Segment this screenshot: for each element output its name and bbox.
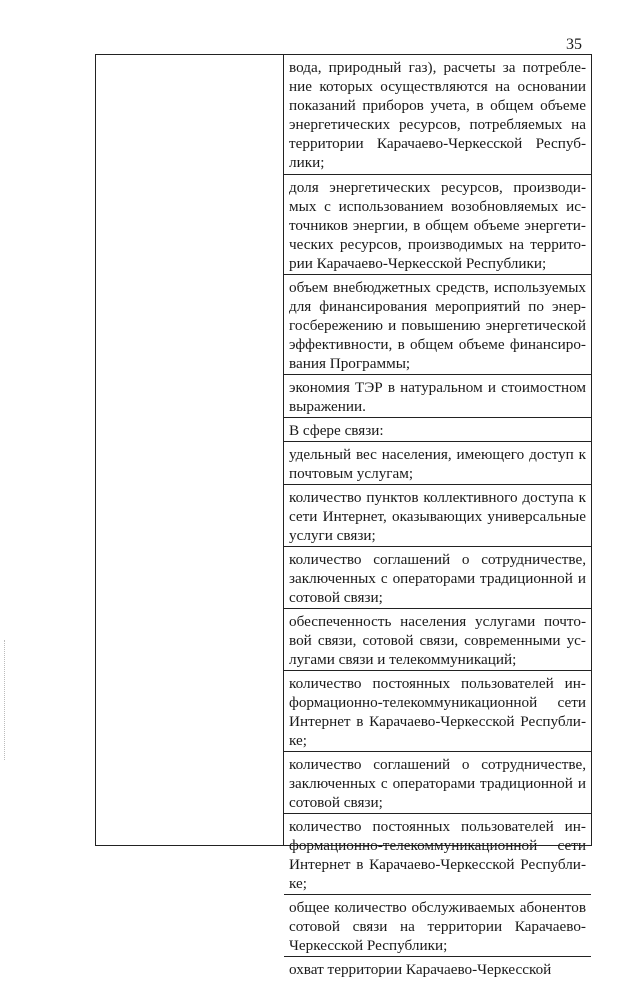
indicator-entry xyxy=(284,894,591,957)
indicator-entry xyxy=(284,751,591,814)
indicator-entry xyxy=(284,484,591,547)
indicator-text-line: эффективности, в общем объеме финансиро- xyxy=(289,336,586,353)
indicator-text-line: Интернет в Карачаево-Черкесской Республи- xyxy=(289,856,586,873)
indicator-text-line: охват территории Карачаево-Черкесской xyxy=(289,961,552,978)
indicator-entry xyxy=(284,546,591,609)
indicator-text-line: вой связи, сотовой связи, современными ус- xyxy=(289,632,586,649)
indicator-text-line: лугами связи и телекоммуникаций; xyxy=(289,651,517,668)
indicator-text-line: услуги связи; xyxy=(289,527,376,544)
binding-marks xyxy=(4,640,9,760)
indicator-text-line: ке; xyxy=(289,732,307,749)
indicator-entry xyxy=(284,670,591,752)
indicator-text-line: сотовой связи на территории Карачаево- xyxy=(289,918,586,935)
indicator-text-line: рии Карачаево-Черкесской Республики; xyxy=(289,255,547,272)
indicator-text-line: Интернет в Карачаево-Черкесской Республи- xyxy=(289,713,586,730)
indicator-text-line: энергетических ресурсов, потребляемых на xyxy=(289,116,586,133)
indicator-text-line: формационно-телекоммуникационной сети xyxy=(289,694,586,711)
indicator-text-line: объем внебюджетных средств, используемых xyxy=(289,279,586,296)
left-column-cell xyxy=(96,55,284,845)
indicator-text-line: сети Интернет, оказывающих универсальные xyxy=(289,508,586,525)
indicator-text-line: для финансирования мероприятий по энер- xyxy=(289,298,586,315)
indicator-text-line: территории Карачаево-Черкесской Респуб- xyxy=(289,135,586,152)
indicator-text-line: заключенных с операторами традиционной и xyxy=(289,775,586,792)
indicator-text-line: мых с использованием возобновляемых ис- xyxy=(289,198,586,215)
indicator-entry xyxy=(284,441,591,485)
indicator-entry xyxy=(284,274,591,375)
indicators-table xyxy=(95,54,592,978)
indicator-text-line: показаний приборов учета, в общем объеме xyxy=(289,97,586,114)
indicator-text-line: госбережению и повышению энергетической xyxy=(289,317,586,334)
indicator-text-line: количество соглашений о сотрудничестве, xyxy=(289,551,586,568)
indicator-text-line: выражении. xyxy=(289,398,366,415)
indicator-entry xyxy=(284,174,591,275)
indicator-text-line: ние которых осуществляются на основании xyxy=(289,78,586,95)
indicator-text-line: почтовым услугам; xyxy=(289,465,414,482)
indicator-text-line: сотовой связи; xyxy=(289,589,383,606)
indicator-text-line: доля энергетических ресурсов, производи- xyxy=(289,179,586,196)
indicator-text-line: общее количество обслуживаемых абонентов xyxy=(289,899,586,916)
indicator-text-line: формационно-телекоммуникационной сети xyxy=(289,837,586,854)
indicator-entry xyxy=(284,55,591,174)
indicator-text-line: Черкесской Республики; xyxy=(289,937,448,954)
indicator-entry xyxy=(284,813,591,895)
indicator-text-line: количество пунктов коллективного доступа к xyxy=(289,489,586,506)
indicator-text-line: вода, природный газ), расчеты за потребле- xyxy=(289,59,586,76)
indicator-text-line: В сфере связи: xyxy=(289,422,384,439)
indicator-entry xyxy=(284,956,591,981)
indicator-entry xyxy=(284,608,591,671)
indicator-entry xyxy=(284,374,591,418)
indicator-text-line: лики; xyxy=(289,154,325,171)
indicator-text-line: количество соглашений о сотрудничестве, xyxy=(289,756,586,773)
indicator-text-line: ческих ресурсов, производимых на террито- xyxy=(289,236,586,253)
indicator-text-line: количество постоянных пользователей ин- xyxy=(289,675,586,692)
indicator-entry xyxy=(284,417,591,442)
indicator-text-line: сотовой связи; xyxy=(289,794,383,811)
indicator-text-line: ке; xyxy=(289,875,307,892)
page-number: 35 xyxy=(566,36,582,53)
indicator-text-line: количество постоянных пользователей ин- xyxy=(289,818,586,835)
indicator-text-line: экономия ТЭР в натуральном и стоимостном xyxy=(289,379,586,396)
indicator-text-line: обеспеченность населения услугами почто- xyxy=(289,613,586,630)
indicator-text-line: точников энергии, в общем объеме энергети- xyxy=(289,217,586,234)
indicator-text-line: вания Программы; xyxy=(289,355,411,372)
indicators-column xyxy=(284,55,591,978)
indicator-text-line: удельный вес населения, имеющего доступ к xyxy=(289,446,586,463)
indicator-text-line: заключенных с операторами традиционной и xyxy=(289,570,586,587)
